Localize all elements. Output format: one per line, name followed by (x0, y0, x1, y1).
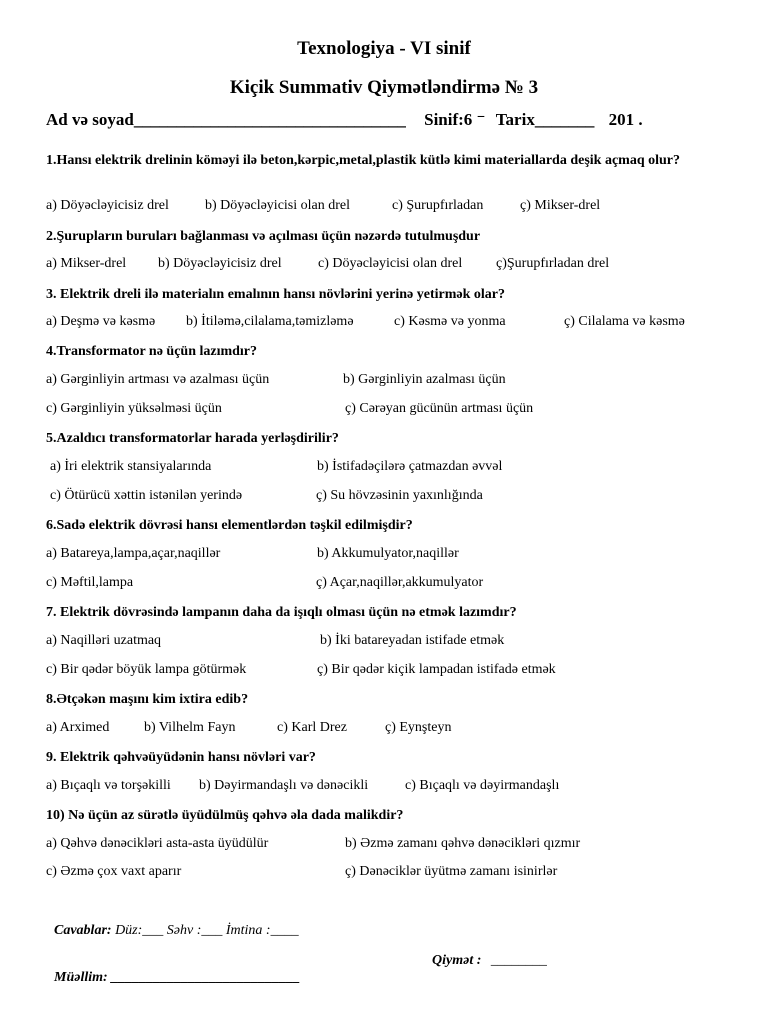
class-field[interactable]: Sinif:6 ⁻ (424, 110, 486, 129)
q6-option-b[interactable]: b) Akkumulyator,naqillər (317, 546, 459, 561)
q2-option-ch[interactable]: ç)Şurupfırladan drel (496, 256, 610, 271)
answers-fields[interactable]: Düz:___ Səhv :___ İmtina :____ (115, 923, 299, 938)
q10-option-c[interactable]: c) Əzmə çox vaxt aparır (46, 864, 182, 879)
q6-option-ch[interactable]: ç) Açar,naqillər,akkumulyator (316, 575, 484, 590)
q8-option-b[interactable]: b) Vilhelm Fayn (144, 720, 236, 735)
question-4: 4.Transformator nə üçün lazımdır? (46, 344, 258, 359)
q1-option-a[interactable]: a) Döyəcləyicisiz drel (46, 198, 169, 213)
question-10: 10) Nə üçün az sürətlə üyüdülmüş qəhvə əla dada malikdir? (46, 808, 404, 823)
q8-option-c[interactable]: c) Karl Drez (277, 720, 347, 735)
q8-option-ch[interactable]: ç) Eynşteyn (385, 720, 452, 735)
date-field[interactable]: Tarix_______ (495, 110, 595, 129)
q2-option-a[interactable]: a) Mikser-drel (46, 256, 127, 271)
grade-label: Qiymət : (432, 953, 482, 968)
question-8: 8.Ətçəkən maşını kim ixtira edib? (46, 692, 249, 707)
q5-option-b[interactable]: b) İstifadəçilərə çatmazdan əvvəl (317, 459, 503, 474)
q4-option-c[interactable]: c) Gərginliyin yüksəlməsi üçün (46, 401, 222, 416)
q2-option-c[interactable]: c) Döyəcləyicisi olan drel (318, 256, 463, 271)
q3-option-ch[interactable]: ç) Cilalama və kəsmə (564, 314, 685, 329)
q6-option-c[interactable]: c) Məftil,lampa (46, 575, 134, 590)
q5-option-c[interactable]: c) Ötürücü xəttin istənilən yerində (50, 488, 243, 503)
q1-option-b[interactable]: b) Döyəcləyicisi olan drel (205, 198, 351, 213)
q1-option-ch[interactable]: ç) Mikser-drel (520, 198, 601, 213)
q7-option-ch[interactable]: ç) Bir qədər kiçik lampadan istifadə etmək (317, 662, 556, 677)
name-field[interactable]: Ad və soyad________________________________ (46, 110, 406, 129)
q6-option-a[interactable]: a) Batareya,lampa,açar,naqillər (46, 546, 221, 561)
answers-label: Cavablar: (54, 923, 112, 938)
q7-option-b[interactable]: b) İki batareyadan istifade etmək (320, 633, 505, 648)
q5-option-ch[interactable]: ç) Su hövzəsinin yaxınlığında (316, 488, 483, 503)
q3-option-b[interactable]: b) İtiləmə,cilalama,təmizləmə (186, 314, 354, 329)
student-header (46, 110, 726, 130)
teacher-field[interactable]: Müəllim: ___________________________ (54, 970, 301, 985)
q10-option-a[interactable]: a) Qəhvə dənəcikləri asta-asta üyüdülür (46, 836, 269, 851)
page-subtitle: Kiçik Summativ Qiymətləndirmə № 3 (229, 77, 539, 98)
q4-option-ch[interactable]: ç) Cərəyan gücünün artması üçün (345, 401, 534, 416)
q5-option-a[interactable]: a) İri elektrik stansiyalarında (50, 459, 212, 474)
answers-summary (54, 923, 299, 939)
question-9: 9. Elektrik qəhvəüyüdənin hansı növləri var? (46, 750, 316, 765)
question-2: 2.Şurupların buruları bağlanması və açılması üçün nəzərdə tutulmuşdur (46, 229, 481, 244)
grade-blank[interactable]: ________ (490, 953, 547, 968)
question-6: 6.Sadə elektrik dövrəsi hansı elementlərdən təşkil edilmişdir? (46, 518, 413, 533)
q2-option-b[interactable]: b) Döyəcləyicisiz drel (158, 256, 282, 271)
q7-option-a[interactable]: a) Naqilləri uzatmaq (46, 633, 162, 648)
year-field: 201 . (608, 110, 643, 129)
q9-option-a[interactable]: a) Bıçaqlı və torşəkilli (46, 778, 171, 793)
grade-field (432, 953, 547, 969)
question-1: 1.Hansı elektrik drelinin köməyi ilə beton,kərpic,metal,plastik kütlə kimi materiallarda deşik açmaq olur? (46, 153, 681, 168)
q9-option-b[interactable]: b) Dəyirmandaşlı və dənəcikli (199, 778, 369, 793)
q4-option-b[interactable]: b) Gərginliyin azalması üçün (343, 372, 506, 387)
q10-option-ch[interactable]: ç) Dənəciklər üyütmə zamanı isinirlər (345, 864, 558, 879)
q3-option-a[interactable]: a) Deşmə və kəsmə (46, 314, 156, 329)
q3-option-c[interactable]: c) Kəsmə və yonma (394, 314, 506, 329)
question-7: 7. Elektrik dövrəsində lampanın daha da işıqlı olması üçün nə etmək lazımdır? (46, 605, 517, 620)
q8-option-a[interactable]: a) Arximed (46, 720, 110, 735)
q10-option-b[interactable]: b) Əzmə zamanı qəhvə dənəcikləri qızmır (345, 836, 581, 851)
q1-option-c[interactable]: c) Şurupfırladan (392, 198, 484, 213)
question-3: 3. Elektrik dreli ilə materialın emalının hansı növlərini yerinə yetirmək olar? (46, 287, 505, 302)
q4-option-a[interactable]: a) Gərginliyin artması və azalması üçün (46, 372, 270, 387)
page-title: Texnologiya - VI sinif (297, 38, 471, 59)
question-5: 5.Azaldıcı transformatorlar harada yerləşdirilir? (46, 431, 339, 446)
q7-option-c[interactable]: c) Bir qədər böyük lampa götürmək (46, 662, 247, 677)
q9-option-c[interactable]: c) Bıçaqlı və dəyirmandaşlı (405, 778, 560, 793)
